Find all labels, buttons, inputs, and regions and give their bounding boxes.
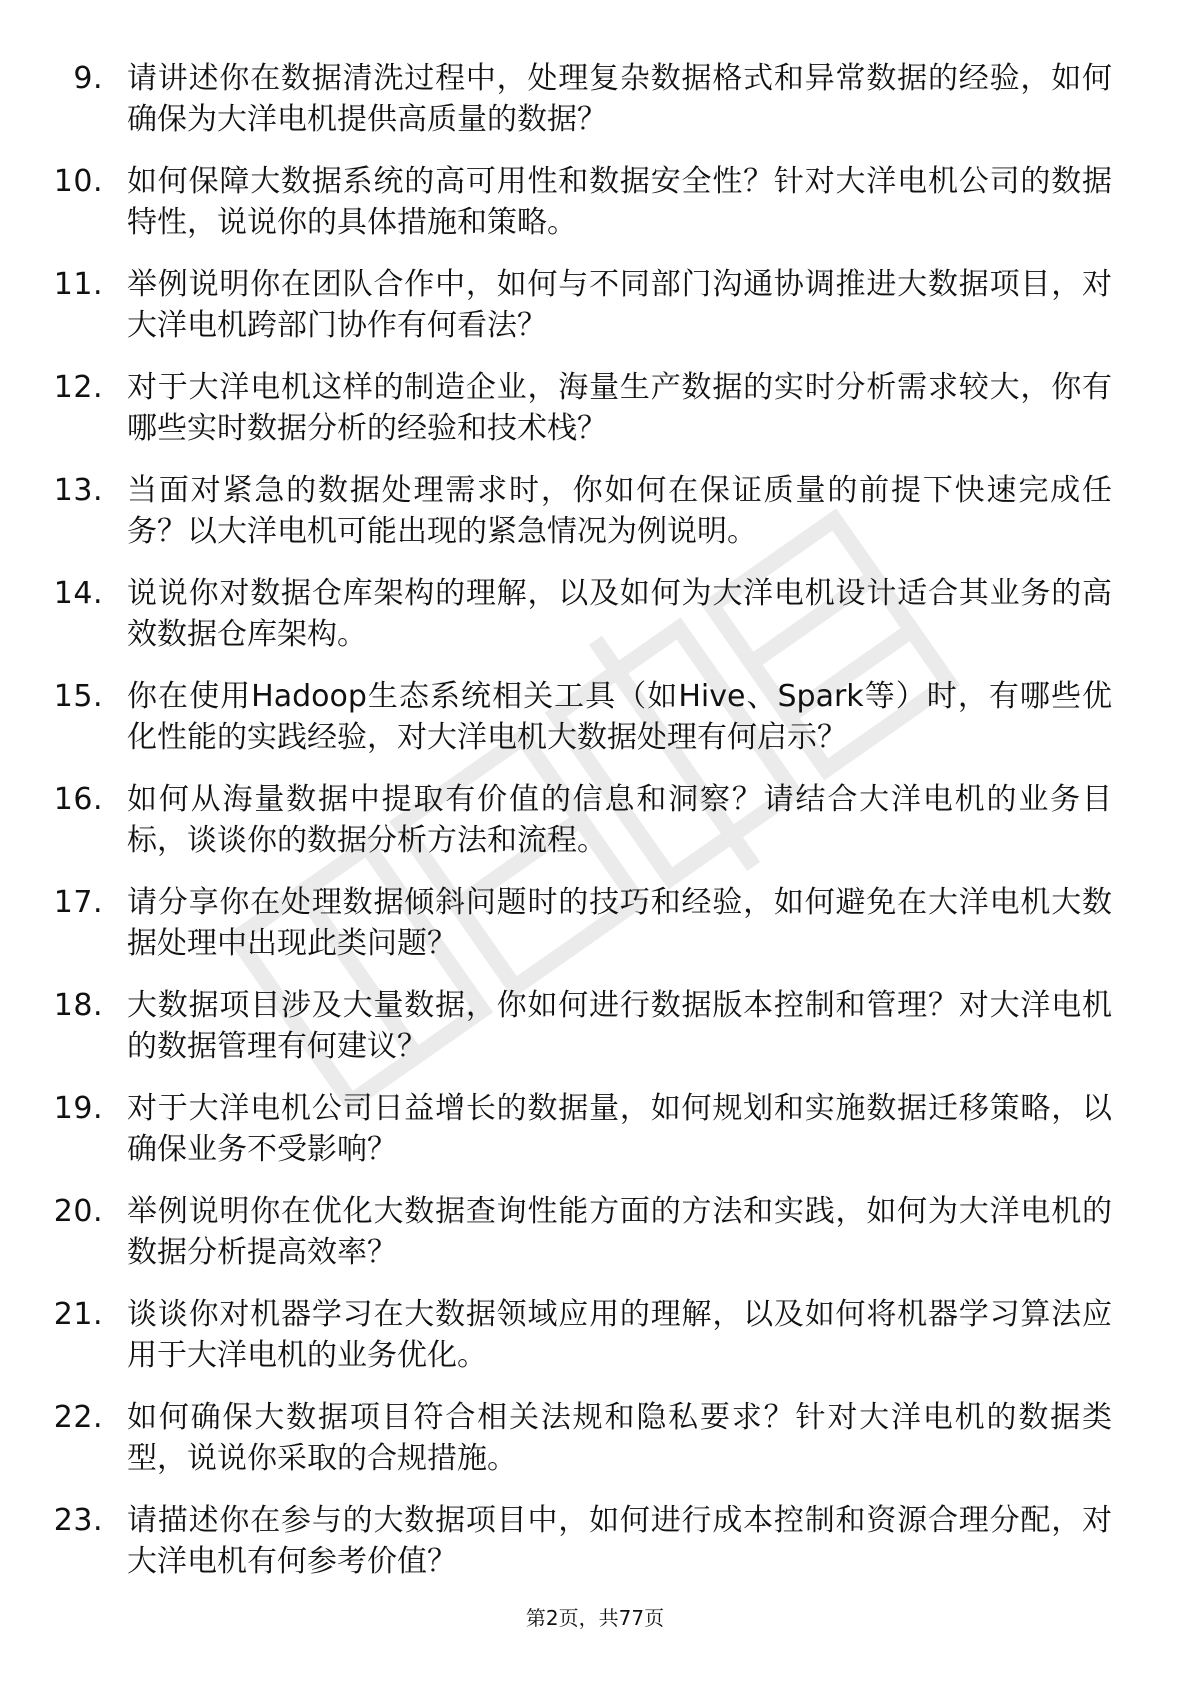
- question-text: 你在使用Hadoop生态系统相关工具（如Hive、Spark等）时，有哪些优化性能的实践经验，对大洋电机大数据处理有何启示？: [127, 679, 1112, 755]
- question-text: 如何保障大数据系统的高可用性和数据安全性？针对大洋电机公司的数据特性，说说你的具体措施和策略。: [127, 164, 1112, 240]
- question-item: [0, 985, 1190, 1088]
- question-text: 如何确保大数据项目符合相关法规和隐私要求？针对大洋电机的数据类型，说说你采取的合规措施。: [127, 1400, 1112, 1476]
- question-number: 10.: [53, 164, 103, 199]
- question-text: 大数据项目涉及大量数据，你如何进行数据版本控制和管理？对大洋电机的数据管理有何建议？: [127, 988, 1112, 1064]
- question-item: [0, 1088, 1190, 1191]
- question-text: 当面对紧急的数据处理需求时，你如何在保证质量的前提下快速完成任务？以大洋电机可能出现的紧急情况为例说明。: [127, 473, 1112, 549]
- question-number: 14.: [53, 576, 103, 611]
- question-item: [0, 676, 1190, 779]
- question-number: 16.: [53, 782, 103, 817]
- question-text: 如何从海量数据中提取有价值的信息和洞察？请结合大洋电机的业务目标，谈谈你的数据分析方法和流程。: [127, 782, 1112, 858]
- question-text: 举例说明你在团队合作中，如何与不同部门沟通协调推进大数据项目，对大洋电机跨部门协作有何看法？: [127, 267, 1112, 343]
- question-item: [0, 573, 1190, 676]
- question-text: 对于大洋电机公司日益增长的数据量，如何规划和实施数据迁移策略，以确保业务不受影响？: [127, 1091, 1112, 1167]
- question-number: 21.: [53, 1297, 103, 1332]
- question-text: 对于大洋电机这样的制造企业，海量生产数据的实时分析需求较大，你有哪些实时数据分析的经验和技术栈？: [127, 370, 1112, 446]
- question-number: 11.: [53, 267, 103, 302]
- question-text: 请描述你在参与的大数据项目中，如何进行成本控制和资源合理分配，对大洋电机有何参考价值？: [127, 1503, 1112, 1579]
- question-item: [0, 1500, 1190, 1603]
- question-number: 9.: [73, 61, 103, 96]
- question-item: [0, 1397, 1190, 1500]
- question-item: [0, 882, 1190, 985]
- question-item: [0, 779, 1190, 882]
- question-number: 23.: [53, 1503, 103, 1538]
- question-number: 19.: [53, 1091, 103, 1126]
- question-number: 12.: [53, 370, 103, 405]
- question-item: [0, 1294, 1190, 1397]
- question-item: [0, 1191, 1190, 1294]
- question-text: 说说你对数据仓库架构的理解，以及如何为大洋电机设计适合其业务的高效数据仓库架构。: [127, 576, 1112, 652]
- question-number: 15.: [53, 679, 103, 714]
- question-item: [0, 367, 1190, 470]
- question-number: 13.: [53, 473, 103, 508]
- question-text: 谈谈你对机器学习在大数据领域应用的理解，以及如何将机器学习算法应用于大洋电机的业务优化。: [127, 1297, 1112, 1373]
- question-item: [0, 264, 1190, 367]
- question-text: 举例说明你在优化大数据查询性能方面的方法和实践，如何为大洋电机的数据分析提高效率？: [127, 1194, 1112, 1270]
- question-number: 17.: [53, 885, 103, 920]
- question-number: 18.: [53, 988, 103, 1023]
- question-text: 请分享你在处理数据倾斜问题时的技巧和经验，如何避免在大洋电机大数据处理中出现此类问题？: [127, 885, 1112, 961]
- question-item: [0, 58, 1190, 161]
- question-number: 22.: [53, 1400, 103, 1435]
- question-item: [0, 470, 1190, 573]
- page-footer: 第2页，共77页: [525, 1606, 665, 1630]
- question-list: [0, 58, 1190, 1603]
- question-text: 请讲述你在数据清洗过程中，处理复杂数据格式和异常数据的经验，如何确保为大洋电机提供高质量的数据？: [127, 61, 1112, 137]
- question-item: [0, 161, 1190, 264]
- question-number: 20.: [53, 1194, 103, 1229]
